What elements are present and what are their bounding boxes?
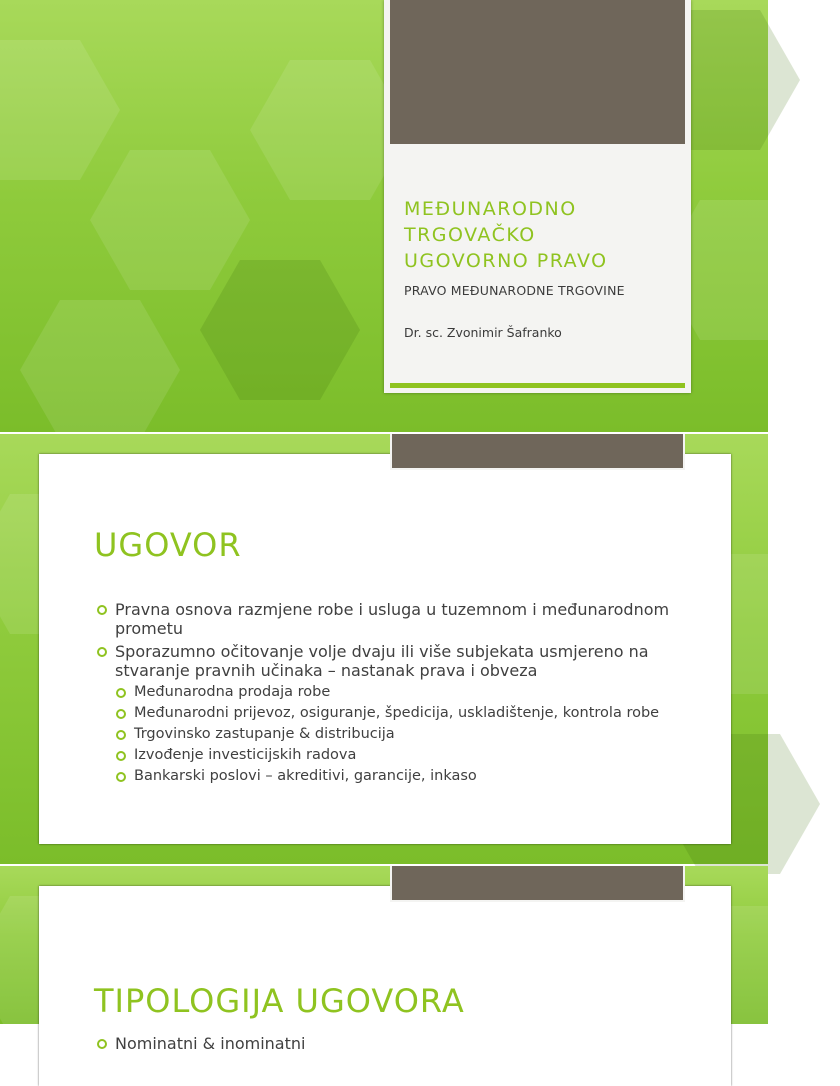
presentation-author: Dr. sc. Zvonimir Šafranko <box>404 325 562 340</box>
bullet-text: Nominatni & inominatni <box>115 1034 306 1053</box>
bullet-circle-icon <box>116 772 126 782</box>
bullet-text: Pravna osnova razmjene robe i usluga u tuzemnom i međunarodnom prometu <box>115 600 670 638</box>
title-line: UGOVORNO PRAVO <box>404 250 608 272</box>
slide-1-title <box>0 0 768 432</box>
bullet-circle-icon <box>97 605 107 615</box>
title-line: MEĐUNARODNO <box>404 198 577 220</box>
decorative-hexagon <box>0 40 120 180</box>
bullet-item <box>95 1034 305 1053</box>
slide-2-ugovor <box>0 434 768 864</box>
bullet-circle-icon <box>116 730 126 740</box>
presentation-subtitle: PRAVO MEĐUNARODNE TRGOVINE <box>404 283 625 298</box>
slide-title: UGOVOR <box>94 526 242 564</box>
sub-bullet-item <box>95 747 695 764</box>
slide-tab-block <box>390 866 685 902</box>
sub-bullet-item <box>95 684 695 701</box>
presentation-title <box>404 196 684 274</box>
title-header-block <box>390 0 685 144</box>
sub-bullet-text: Bankarski poslovi – akreditivi, garancije, inkaso <box>134 768 477 784</box>
bullet-item <box>95 600 695 638</box>
slide-3-tipologija <box>0 866 768 1053</box>
title-line: TRGOVAČKO <box>404 224 536 246</box>
bullet-list <box>95 600 695 789</box>
sub-bullet-item <box>95 726 695 743</box>
sub-bullet-item <box>95 768 695 785</box>
decorative-hexagon <box>90 150 250 290</box>
bullet-circle-icon <box>116 751 126 761</box>
accent-bar <box>390 383 685 388</box>
sub-bullet-text: Trgovinsko zastupanje & distribucija <box>134 726 395 742</box>
decorative-hexagon <box>20 300 180 440</box>
sub-bullet-text: Međunarodna prodaja robe <box>134 684 331 700</box>
bullet-item <box>95 642 695 680</box>
bullet-text: Sporazumno očitovanje volje dvaju ili više subjekata usmjereno na stvaranje pravnih učinaka – nastanak prava i obveza <box>115 642 649 680</box>
decorative-hexagon <box>200 260 360 400</box>
sub-bullet-item <box>95 705 695 722</box>
bullet-circle-icon <box>116 688 126 698</box>
slide-tab-block <box>390 434 685 470</box>
slide-content-card <box>39 454 731 844</box>
slide-title: TIPOLOGIJA UGOVORA <box>94 982 465 1020</box>
slide-content-card <box>39 886 731 1086</box>
bullet-circle-icon <box>97 1039 107 1049</box>
title-card <box>384 0 691 393</box>
bullet-circle-icon <box>97 647 107 657</box>
sub-bullet-text: Izvođenje investicijskih radova <box>134 747 357 763</box>
bullet-circle-icon <box>116 709 126 719</box>
sub-bullet-text: Međunarodni prijevoz, osiguranje, špedicija, uskladištenje, kontrola robe <box>134 705 660 721</box>
